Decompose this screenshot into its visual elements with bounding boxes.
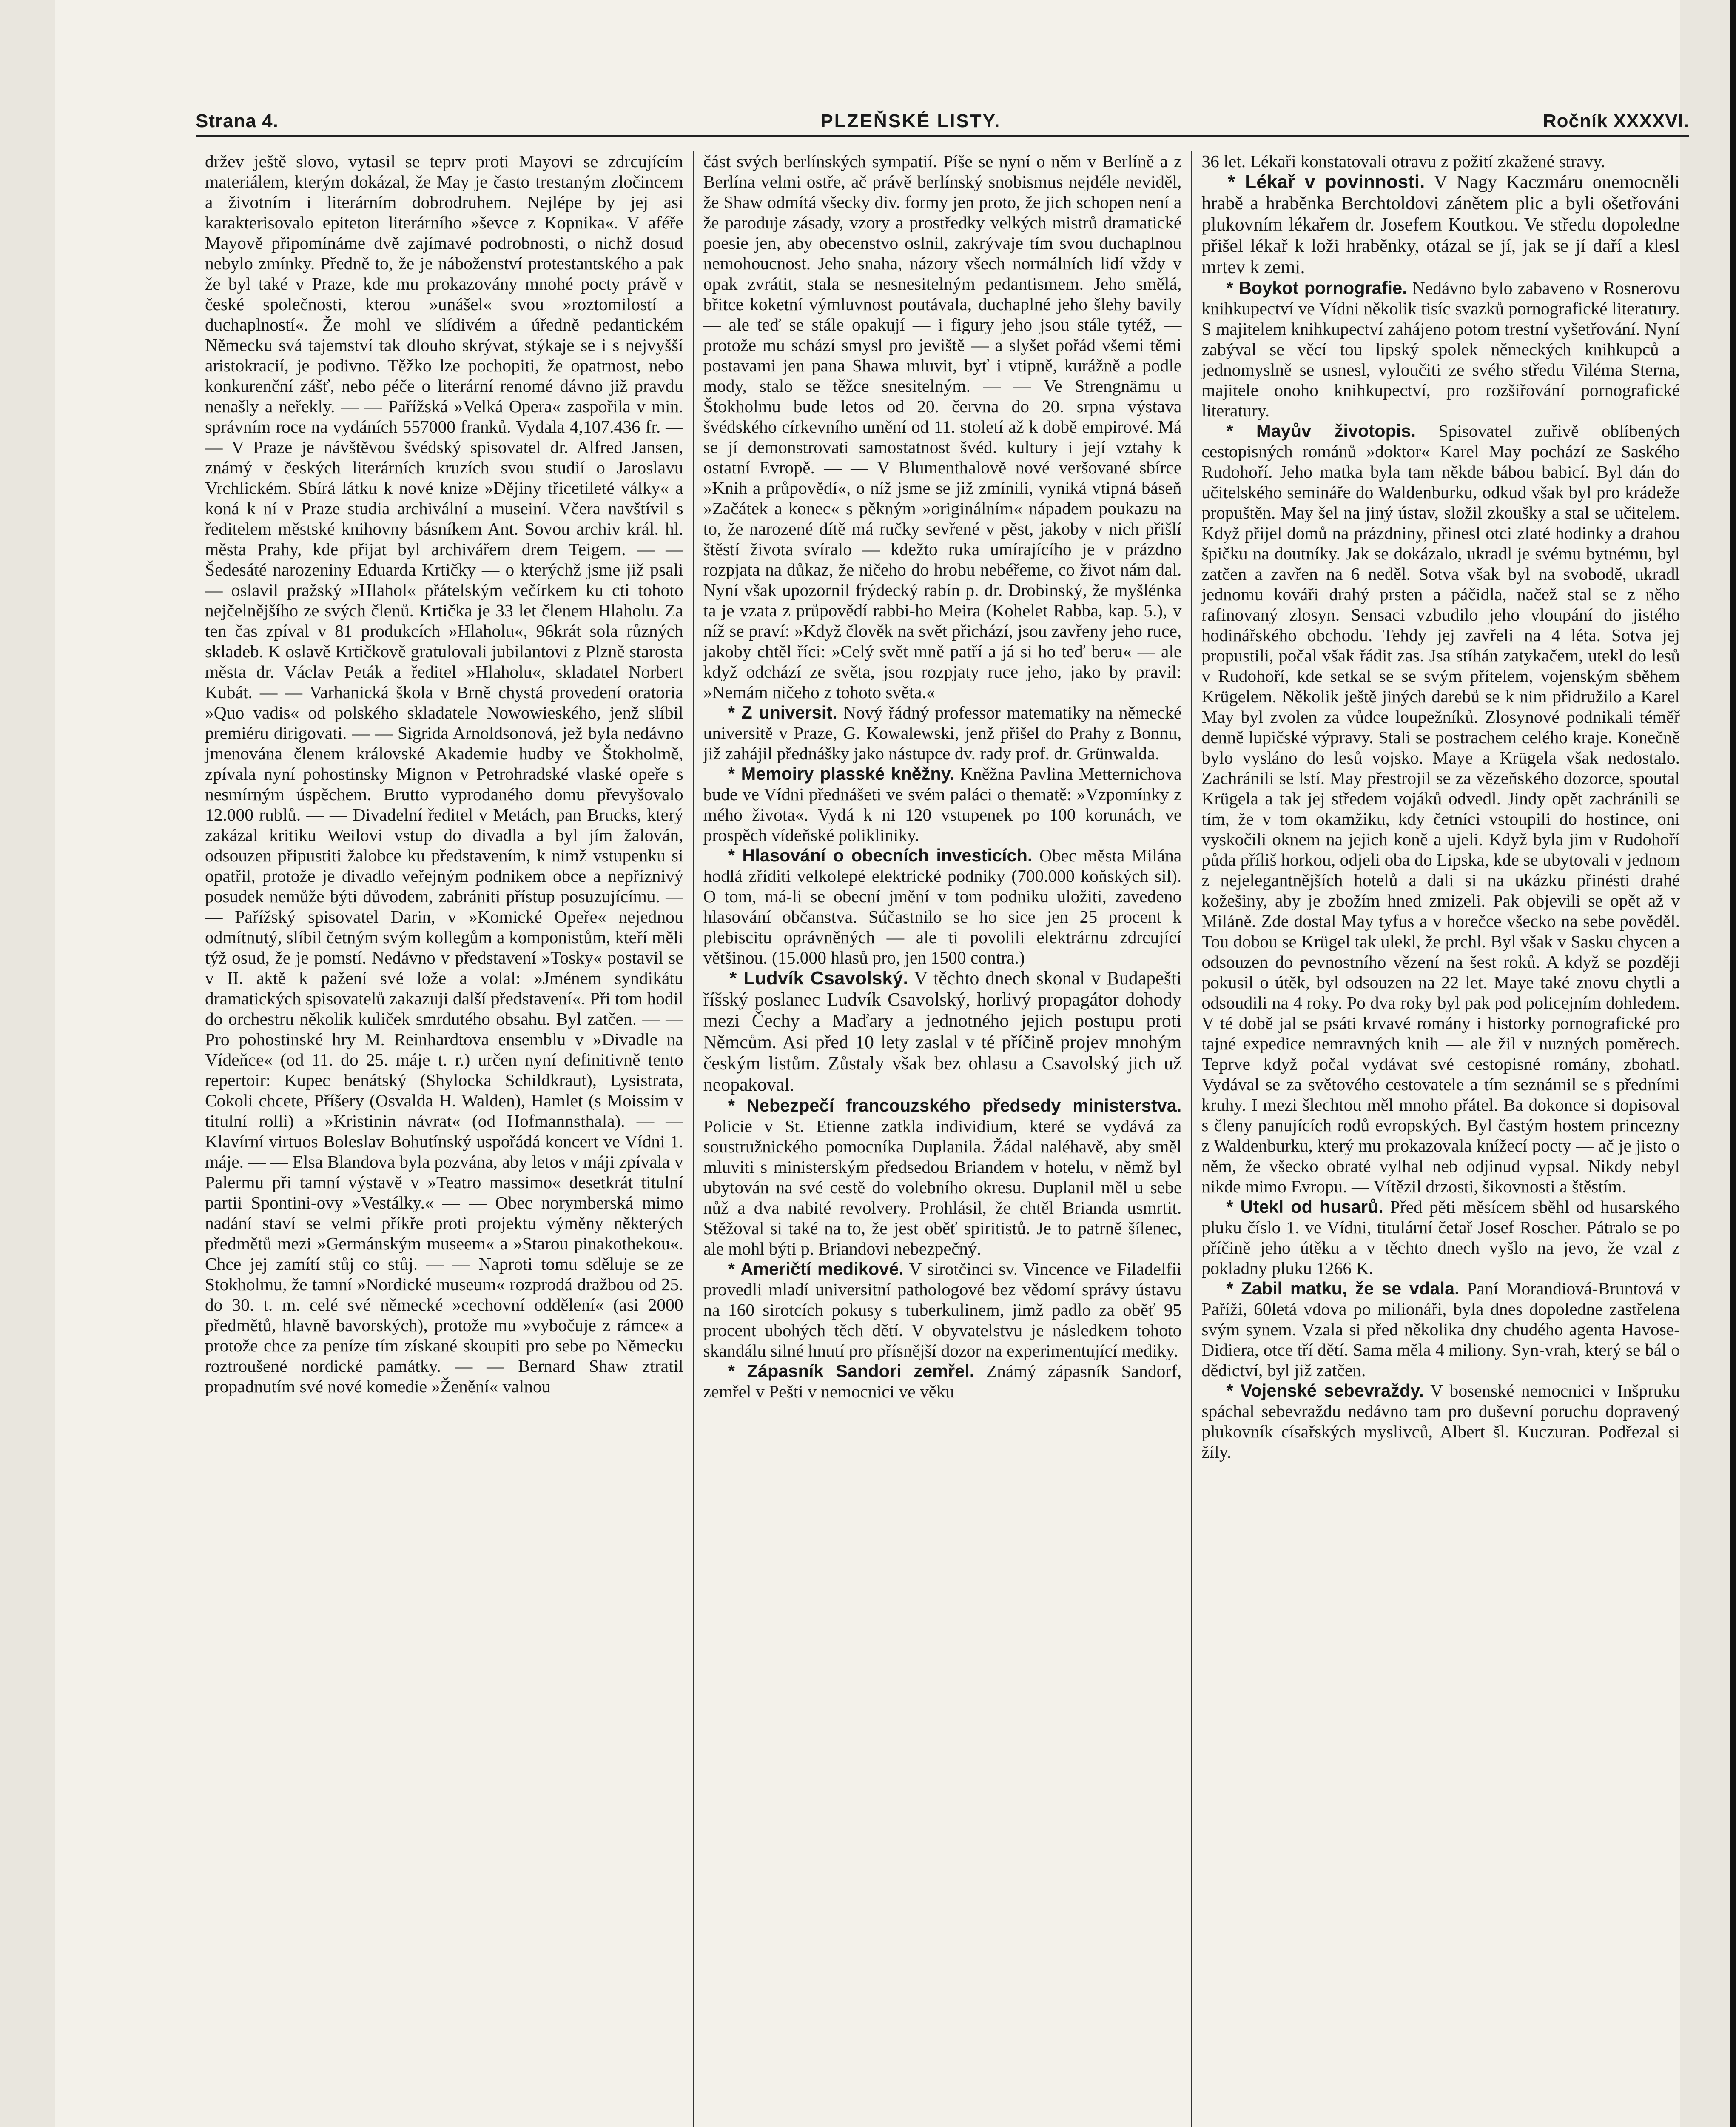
article-text: Nový řádný professor matematiky na německé universitě v Praze, G. Kowalewski, jenž přišel do Prahy z Bonnu, již zahájil přednášky jako nástupce dv. rady prof. dr. Grünwalda. xyxy=(703,703,1182,763)
article-paragraph xyxy=(1201,171,1680,278)
article-heading: * Zabil matku, že se vdala. xyxy=(1226,1278,1460,1298)
article-heading: * Lékař v povinnosti. xyxy=(1227,171,1425,192)
article-text: Před pěti měsícem sběhl od husarského pluku číslo 1. ve Vídni, titulární četař Josef Roscher. Pátralo se po příčině jeho útěku a v těchto dnech vyšlo na jevo, že vzal z pokladny pluku 1266 K. xyxy=(1201,1197,1680,1278)
article-paragraph xyxy=(703,702,1182,764)
article-paragraph xyxy=(1201,151,1680,171)
article-paragraph xyxy=(1201,1197,1680,1278)
article-paragraph xyxy=(1201,1278,1680,1380)
article-paragraph xyxy=(703,1361,1182,1402)
article-text: V těchto dnech skonal v Budapešti říšský poslanec Ludvík Csavolský, horlivý propagátor dohody mezi Čechy a Maďary a jednotného jejich postupu proti Němcům. Asi před 10 lety zaslal v té příčině projev mnohým českým listům. Zůstaly však bez ohlasu a Csavolský jich už neopakoval. xyxy=(703,968,1182,1095)
article-text: Známý zápasník Sandorf, zemřel v Pešti v nemocnici ve věku xyxy=(703,1361,1182,1401)
column-3 xyxy=(1191,151,1689,2127)
article-heading: * Hlasování o obecních investicích. xyxy=(728,845,1033,865)
article-paragraph xyxy=(703,1095,1182,1259)
article-text: Spisovatel zuřivě oblíbených cestopisných románů »doktor« Karel May pochází ze Saského Rudohoří. Jeho matka byla tam někde bábou babicí. Byl dán do učitelského semináře do Waldenburku, odkud však byl pro krádeže propuštěn. May šel na jiný ústav, složil zkoušky a stal se učitelem. Když přijel domů na prázdniny, přinesl otci zlaté hodinky a drahou špičku na doutníky. Jak se dokázalo, ukradl je svému bytnému, byl zatčen a zavřen na 6 neděl. Sotva však byl na svobodě, ukradl jednomu kováři drahý prsten a páčidla, načež stal se z něho rafinovaný zlosyn. Sensaci vzbudilo jeho vloupání do jistého hodinářského obchodu. Tehdy jej zavřeli na 4 léta. Sotva jej propustili, počal však řádit zas. Jsa stíhán zatykačem, utekl do lesů v Rudohoří, kde setkal se se svým přítelem, vojenským sběhem Krügelem. Několik ještě jiných darebů se k nim přidružilo a Karel May byl zvolen za vůdce loupežníků. Zlosynové podnikali téměř denně lupičské výpravy. Stali se postrachem celého kraje. Konečně bylo vysláno do lesů vojsko. Maye a Krügela však nedostalo. Zachránili se lstí. May přestrojil se za vězeňského dozorce, spoutal Krügela a tak jej středem vojáků odvedl. Jindy opět zachránili se tím, že v tom okamžiku, kdy četníci vstoupili do hostince, oni vyskočili oknem na jejich koně a ujeli. Když byla jim v Rudohoří půda příliš horkou, odjeli oba do Lipska, kde se ubytovali v jednom z nejelegantnějších hotelů a dali si na ukázku přinésti drahé kožešiny, aby je zbožím hned zmizeli. Pak objevili se opět až v Miláně. Zde dostal May tyfus a v horečce všecko na sebe pověděl. Tou dobou se Krügel tak ulekl, že prchl. Byl však v Sasku chycen a odsouzen do pevnostního vězení na šest roků. A když se později pokusil o útěk, byl odsouzen na 22 let. Maye také znovu chytli a odsoudili na 4 roky. Po dva roky byl pak pod policejním dohledem. V té době jal se psáti krvavé romány i historky pornografické pro tajné expedice nemravných knih — ale žil v nuzných poměrech. Teprve když počal vydávat své cestopisné romány, zbohatl. Vydával se za světového cestovatele a tím seznámil se s předními kruhy. I mezi šlechtou měl mnoho přátel. Ba dokonce si dopisoval s členy panujících rodů evropských. Byl častým hostem princezny z Waldenburku, který mu prokazovala knížecí pocty — ač je jisto o něm, že všecko obraté vylhal neb odjinud vypsal. Nikdy nebyl nikde mimo Evropu. — Vítězil drzosti, šikovnosti a štěstím. xyxy=(1201,421,1680,1196)
column-2 xyxy=(693,151,1191,2127)
article-text: V Nagy Kaczmáru onemocněli hrabě a hraběnka Berchtoldovi zánětem plic a byli ošetřováni plukovním lékařem dr. Josefem Koutkou. Ve středu dopoledne přišel lékař k loži hraběnky, otázal se jí, jak se jí daří a klesl mrtev k zemi. xyxy=(1201,171,1680,277)
article-heading: * Mayův životopis. xyxy=(1226,421,1416,441)
article-text: Paní Morandiová-Bruntová v Paříži, 60letá vdova po milionáři, byla dnes dopoledne zastřelena svým synem. Vzala si před několika dny chudého agenta Havose-Didiera, otce tří dětí. Sama měla 4 miliony. Syn-vrah, který se bál o dědictví, byl již zatčen. xyxy=(1201,1279,1680,1380)
article-heading: * Ludvík Csavolský. xyxy=(729,968,908,989)
article-heading: * Nebezpečí francouzského předsedy ministerstva. xyxy=(728,1095,1182,1115)
article-paragraph xyxy=(703,845,1182,968)
article-text: Kněžna Pavlina Metternichova bude ve Vídni přednášeti ve svém paláci o thematě: »Vzpomínky z mého života«. Vydá k ni 120 vstupenek po 100 korunách, ve prospěch vídeňské polikliniky. xyxy=(703,764,1182,845)
article-text: Nedávno bylo zabaveno v Rosnerovu knihkupectví ve Vídni několik tisíc svazků pornografické literatury. S majitelem knihkupectví zahájeno potom trestní vyšetřování. Nyní zabýval se věcí tou lipský spolek německých knihkupců a jednomyslně se usnesl, vyloučiti ze svého středu Viléma Sterna, majitele onoho knihkupectví, pro rozšiřování pornografické literatury. xyxy=(1201,278,1680,420)
article-heading: * Američtí medikové. xyxy=(728,1259,904,1279)
article-columns xyxy=(196,151,1689,2127)
article-text: 36 let. Lékaři konstatovali otravu z požití zkažené stravy. xyxy=(1201,151,1605,171)
article-heading: * Utekl od husarů. xyxy=(1226,1197,1383,1217)
article-heading: * Z universit. xyxy=(728,702,837,722)
masthead-title: PLZEŇSKÉ LISTY. xyxy=(820,111,1001,131)
article-paragraph xyxy=(1201,278,1680,421)
article-paragraph xyxy=(1201,421,1680,1197)
article-paragraph xyxy=(703,1259,1182,1361)
article-paragraph xyxy=(703,968,1182,1095)
page-header xyxy=(196,98,1689,132)
article-paragraph xyxy=(1201,1380,1680,1462)
volume-label: Ročník XXXXVI. xyxy=(1542,111,1689,131)
article-text: Obec města Milána hodlá zříditi velkolepé elektrické podniky (700.000 koňských sil). O tom, má-li se obecní jmění v tom podniku uložiti, zavedeno hlasování občanstva. Súčastnilo se ho sice jen 25 procent k plebiscitu oprávněných — ale ti povolili elektrárnu zdrcující většinou. (15.000 hlasů pro, jen 1500 contra.) xyxy=(703,846,1182,967)
article-heading: * Vojenské sebevraždy. xyxy=(1226,1380,1424,1400)
article-heading: * Boykot pornografie. xyxy=(1226,278,1407,298)
column-1 xyxy=(196,151,693,2127)
article-heading: * Memoiry plasské kněžny. xyxy=(728,764,955,784)
article-text: V bosenské nemocnici v Inšpruku spáchal sebevraždu nedávno tam pro duševní poruchu dopravený plukovník císařských myslivců, Albert šl. Kuczuran. Podřezal si žíly. xyxy=(1201,1381,1680,1462)
article-text: Policie v St. Etienne zatkla individium, které se vydává za soustružnického pomocníka Duplanila. Žádal naléhavě, aby směl mluviti s ministerským předsedou Briandem v hotelu, v němž byl ubytován na své cestě do volebního okresu. Duplanil měl u sebe nůž a dva nabité revolvery. Prohlásil, že chtěl Brianda usmrtit. Stěžoval si také na to, že jest oběť spiritistů. Je to patrně šílenec, ale mohl býti p. Briandovi nebezpečný. xyxy=(703,1116,1182,1258)
header-rule xyxy=(196,135,1689,137)
article-text: V sirotčinci sv. Vincence ve Filadelfii provedli mladí universitní pathologové bez vědomí správy ústavu na 160 sirotcích pokusy s tuberkulinem, jimž padlo za oběť 95 procent ubohých těch dětí. V obyvatelstvu je následkem tohoto skandálu silné hnutí pro přísnější dozor na experimentující mediky. xyxy=(703,1259,1182,1360)
article-text: držev ještě slovo, vytasil se teprv proti Mayovi se zdrcujícím materiálem, kterým dokázal, že May je často trestaným zločincem a životním i literárním dobrodruhem. Nejlépe by jej asi karakterisovalo epiteton literárního »ševce z Kopnika«. V aféře Mayově připomínáme dvě zajímavé podrobnosti, o nichž dosud nebylo zmínky. Předně to, že je náboženství protestantského a pak že byl také v Praze, kde mu prokazovány mnohé pocty právě v české společnosti, kterou »unášel« svou »roztomilostí a duchaplností«. Že mohl ve slídivém a úředně pedantickém Německu svá tajemství tak dlouho skrývat, stýkaje se i s nejvyšší aristokracií, je podivno. Těžko lze pochopiti, že opatrnost, nebo konkurenční zášť, nebo péče o literární renomé dávno již pravdu nenašly a neřekly. — — Pařížská »Velká Opera« zaspořila v min. správním roce na vydáních 557000 franků. Vydala 4,107.436 fr. — — V Praze je návštěvou švédský spisovatel dr. Alfred Jansen, známý v českých literárních kruzích svou studií o Jaroslavu Vrchlickém. Sbírá látku k nové knize »Dějiny třicetileté války« a koná k ní v Praze studia archivální a museiní. Včera navštívil s ředitelem městské knihovny básníkem Ant. Sovou archiv král. hl. města Prahy, kde přijat byl archivářem drem Teigem. — — Šedesáté narozeniny Eduarda Krtičky — o kterýchž jsme již psali — oslavil pražský »Hlahol« přátelským večírkem ku cti tohoto nejčelnějšího ze svých členů. Krtička je 33 let členem Hlaholu. Za ten čas zpíval v 81 produkcích »Hlaholu«, 96krát sola různých skladeb. K oslavě Krtičkově gratulovali jubilantovi z Plzně starosta města dr. Václav Peták a ředitel »Hlaholu«, skladatel Norbert Kubát. — — Varhanická škola v Brně chystá provedení oratoria »Quo vadis« od polského skladatele Nowowieského, jenž slíbil premiéru dirigovati. — — Sigrida Arnoldsonová, jež byla nedávno jmenována členem královské Akademie hudby ve Štokholmě, zpívala nyní pohostinsky Mignon v Petrohradské vlaské opeře s nesmírným úspěchem. Brutto vyprodaného domu převyšovalo 12.000 rublů. — — Divadelní ředitel v Metách, pan Brucks, který zakázal kritiku Weilovi vstup do divadla a byl jím žalován, odsouzen připustiti žalobce ku představením, k nimž vstupenku si opatřil, protože je divadlo veřejným podnikem obce a nepříznivý posudek nemůže býti důvodem, zabrániti přístup posuzujícímu. — — Pařížský spisovatel Darin, v »Komické Opeře« nejednou odmítnutý, slíbil četným svým kollegům a komponistům, kteří měli týž osud, že je pomstí. Nedávno v představení »Tosky« postavil se v II. aktě k pažení své lože a volal: »Jménem syndikátu dramatických spisovatelů zakazuji další představení«. Při tom hodil do orchestru několik kuliček smrdutého obsahu. Byl zatčen. — — Pro pohostinské hry M. Reinhardtova ensemblu v »Divadle na Vídeňce« (od 11. do 25. máje t. r.) určen nyní definitivně tento repertoir: Kupec benátský (Shylocka Schildkraut), Lysistrata, Cokoli chcete, Příšery (Osvalda H. Walden), Hamlet (s Moissim v titulní rolli) a »Kristinin návrat« (od Hofmannsthala). — — Klavírní virtuos Boleslav Bohutínský uspořádá koncert ve Vídni 1. máje. — — Elsa Blandova byla pozvána, aby letos v máji zpívala v Palermu při tamní výstavě v »Teatro massimo« desetkrát titulní partii Spontini-ovy »Vestálky.« — — Obec norymberská mimo nadání staví se velmi příkře proti projektu výměny některých předmětů mezi »Germánským museem« a »Starou pinakothekou«. Chce jej zamítí stůj co stůj. — — Naproti tomu sděluje se ze Stokholmu, že tamní »Nordické museum« rozprodá dražbou od 25. do 30. t. m. celé své německé »cechovní oddělení« (asi 2000 předmětů, hlavně bavorských), protože mu »vybočuje z rámce« a protože chce za peníze tím získané skoupiti pro sebe po Německu roztroušené nordické památky. — — Bernard Shaw ztratil propadnutím své nové komedie »Ženění« valnou xyxy=(205,151,683,1396)
article-text: část svých berlínských sympatií. Píše se nyní o něm v Berlíně a z Berlína velmi ostře, ač právě berlínský snobismus nejdéle neviděl, že Shaw odmítá všecky div. formy jen proto, že jich schopen není a že paroduje zásady, vzory a prostředky velkých mistrů dramatické poesie jen, aby obecenstvo oslnil, zakrývaje tím svou duchaplnou nemohoucnost. Jeho snaha, názory všech normálních lidí vždy v opak zvrátit, stala se nesnesitelným pedantismem. Jeho smělá, břitce koketní výmluvnost poutávala, duchaplné jeho šlehy bavily — ale teď se stále opakují — i figury jeho jsou stále tytéž, — protože mu schází smysl pro jeviště — a slyšet pořád všemi těmi postavami jen pana Shawa mluvit, byť i vtipně, kurážně a podle mody, stalo se těžce snesitelným. — — Ve Strengnämu u Štokholmu bude letos od 20. června do 20. srpna výstava švédského církevního umění od 11. století až k době empirové. Má se jí demonstrovati samostatnost švéd. kultury i její vztahy k ostatní Evropě. — — V Blumenthalově nové veršované sbírce »Knih a průpovědí«, o níž jsme se již zmínili, vyniká vtipná báseň »Začátek a konec« s pěkným »originálním« nápadem poukazu na to, že narozené dítě má ručky sevřené v pěst, jakoby v nich přišlí štěstí života svíralo — kdežto ruka umírajícího je v prázdno rozpjata na důkaz, že ničeho do hrobu nebéřeme, co život nám dal. Nyní však upozornil frýdecký rabín p. dr. Drobinský, že myšlénka ta je vzata z průpovědí rabbi-ho Meira (Kohelet Rabba, kap. 5.), v níž se praví: »Když člověk na svět přichází, jsou zavřeny jeho ruce, jakoby chtěl říci: »Celý svět mně patří a já si ho teď beru« — ale když odchází ze světa, jsou rozpjaty ruce jeho, jako by pravil: »Nemám ničeho z tohoto světa.« xyxy=(703,151,1182,702)
article-heading: * Zápasník Sandori zemřel. xyxy=(728,1361,975,1381)
article-paragraph xyxy=(703,151,1182,702)
scan-edge xyxy=(1730,0,1736,2127)
page-number: Strana 4. xyxy=(196,111,279,131)
article-paragraph xyxy=(703,764,1182,845)
article-paragraph xyxy=(205,151,683,1397)
